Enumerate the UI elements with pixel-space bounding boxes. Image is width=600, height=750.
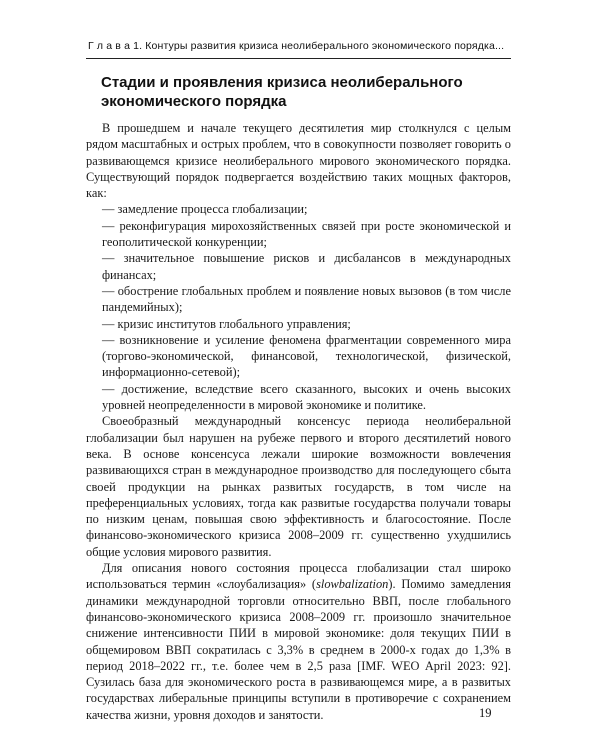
slowbalization-text-start: Для описания нового состояния процесса глобализации стал широко использоваться термин «слоубализация» (	[86, 561, 511, 592]
list-item-2: — реконфигурация мирохозяйственных связей при росте экономической и геополитической конкуренции;	[102, 218, 511, 250]
list-item-5: — кризис институтов глобального управления;	[102, 316, 351, 331]
slowbalization-text-end: ). Помимо замедления динамики международной торговли относительно ВВП, после глобального финансово-экономического кризиса 2008–2009 гг. произошло значительное снижение интенсивности ПИИ в мировой экономике: доля текущих ПИИ в общемировом ВВП сократилась с 3,3% в среднем в 2000-х годах до 1,3% в период 2018–2022 гг., т.е. более чем в 2,5 раза [IMF. WEO April 2023: 92]. Сузилась база для экономического роста в развивающемся мире, а в развитых государствах либеральные принципы вступили в противоречие с сохранением качества жизни, уровня доходов и занятости.	[86, 577, 511, 722]
paragraph-consensus: Своеобразный международный консенсус периода неолиберальной глобализации был нарушен на рубеже первого и второго десятилетий нового века. В основе консенсуса лежали широкие возможности вовлечения развивающихся стран в международное производство для последующего сбыта своей продукции на рынках развитых государств, в том числе на преференциальных условиях, тогда как развитые государства получали товары по низким ценам, повышая свою эффективность и благосостояние. После финансово-экономического кризиса 2008–2009 гг. существенно ухудшились общие условия мирового развития.	[86, 414, 511, 559]
paragraph-slowbalization	[86, 560, 511, 723]
running-head: Г л а в а 1. Контуры развития кризиса неолиберального экономического порядка...	[88, 40, 505, 52]
section-title-line-1: Стадии и проявления кризиса неолиберального	[101, 74, 463, 91]
section-title	[101, 73, 501, 111]
list-item-6: — возникновение и усиление феномена фрагментации современного мира (торгово-экономической, финансовой, технологической, физической, информационно-сетевой);	[102, 332, 511, 380]
paragraph-intro: В прошедшем и начале текущего десятилетия мир столкнулся с целым рядом масштабных и острых проблем, что в совокупности позволяет говорить о развивающемся кризисе неолиберального мирового экономического порядка. Существующий порядок подвергается воздействию таких мощных факторов, как:	[86, 121, 511, 201]
page-number: 19	[479, 706, 492, 720]
list-item-1: — замедление процесса глобализации;	[102, 202, 308, 217]
slowbalization-term: slowbalization	[316, 577, 389, 592]
list-item-4: — обострение глобальных проблем и появление новых вызовов (в том числе пандемийных);	[102, 283, 511, 315]
section-title-line-2: экономического порядка	[101, 93, 287, 110]
list-item-3: — значительное повышение рисков и дисбалансов в международных финансах;	[102, 251, 511, 282]
header-rule	[86, 58, 511, 59]
list-item-7: — достижение, вследствие всего сказанного, высоких и очень высоких уровней неопределенности в мировой экономике и политике.	[102, 381, 511, 413]
body-text	[86, 120, 511, 723]
